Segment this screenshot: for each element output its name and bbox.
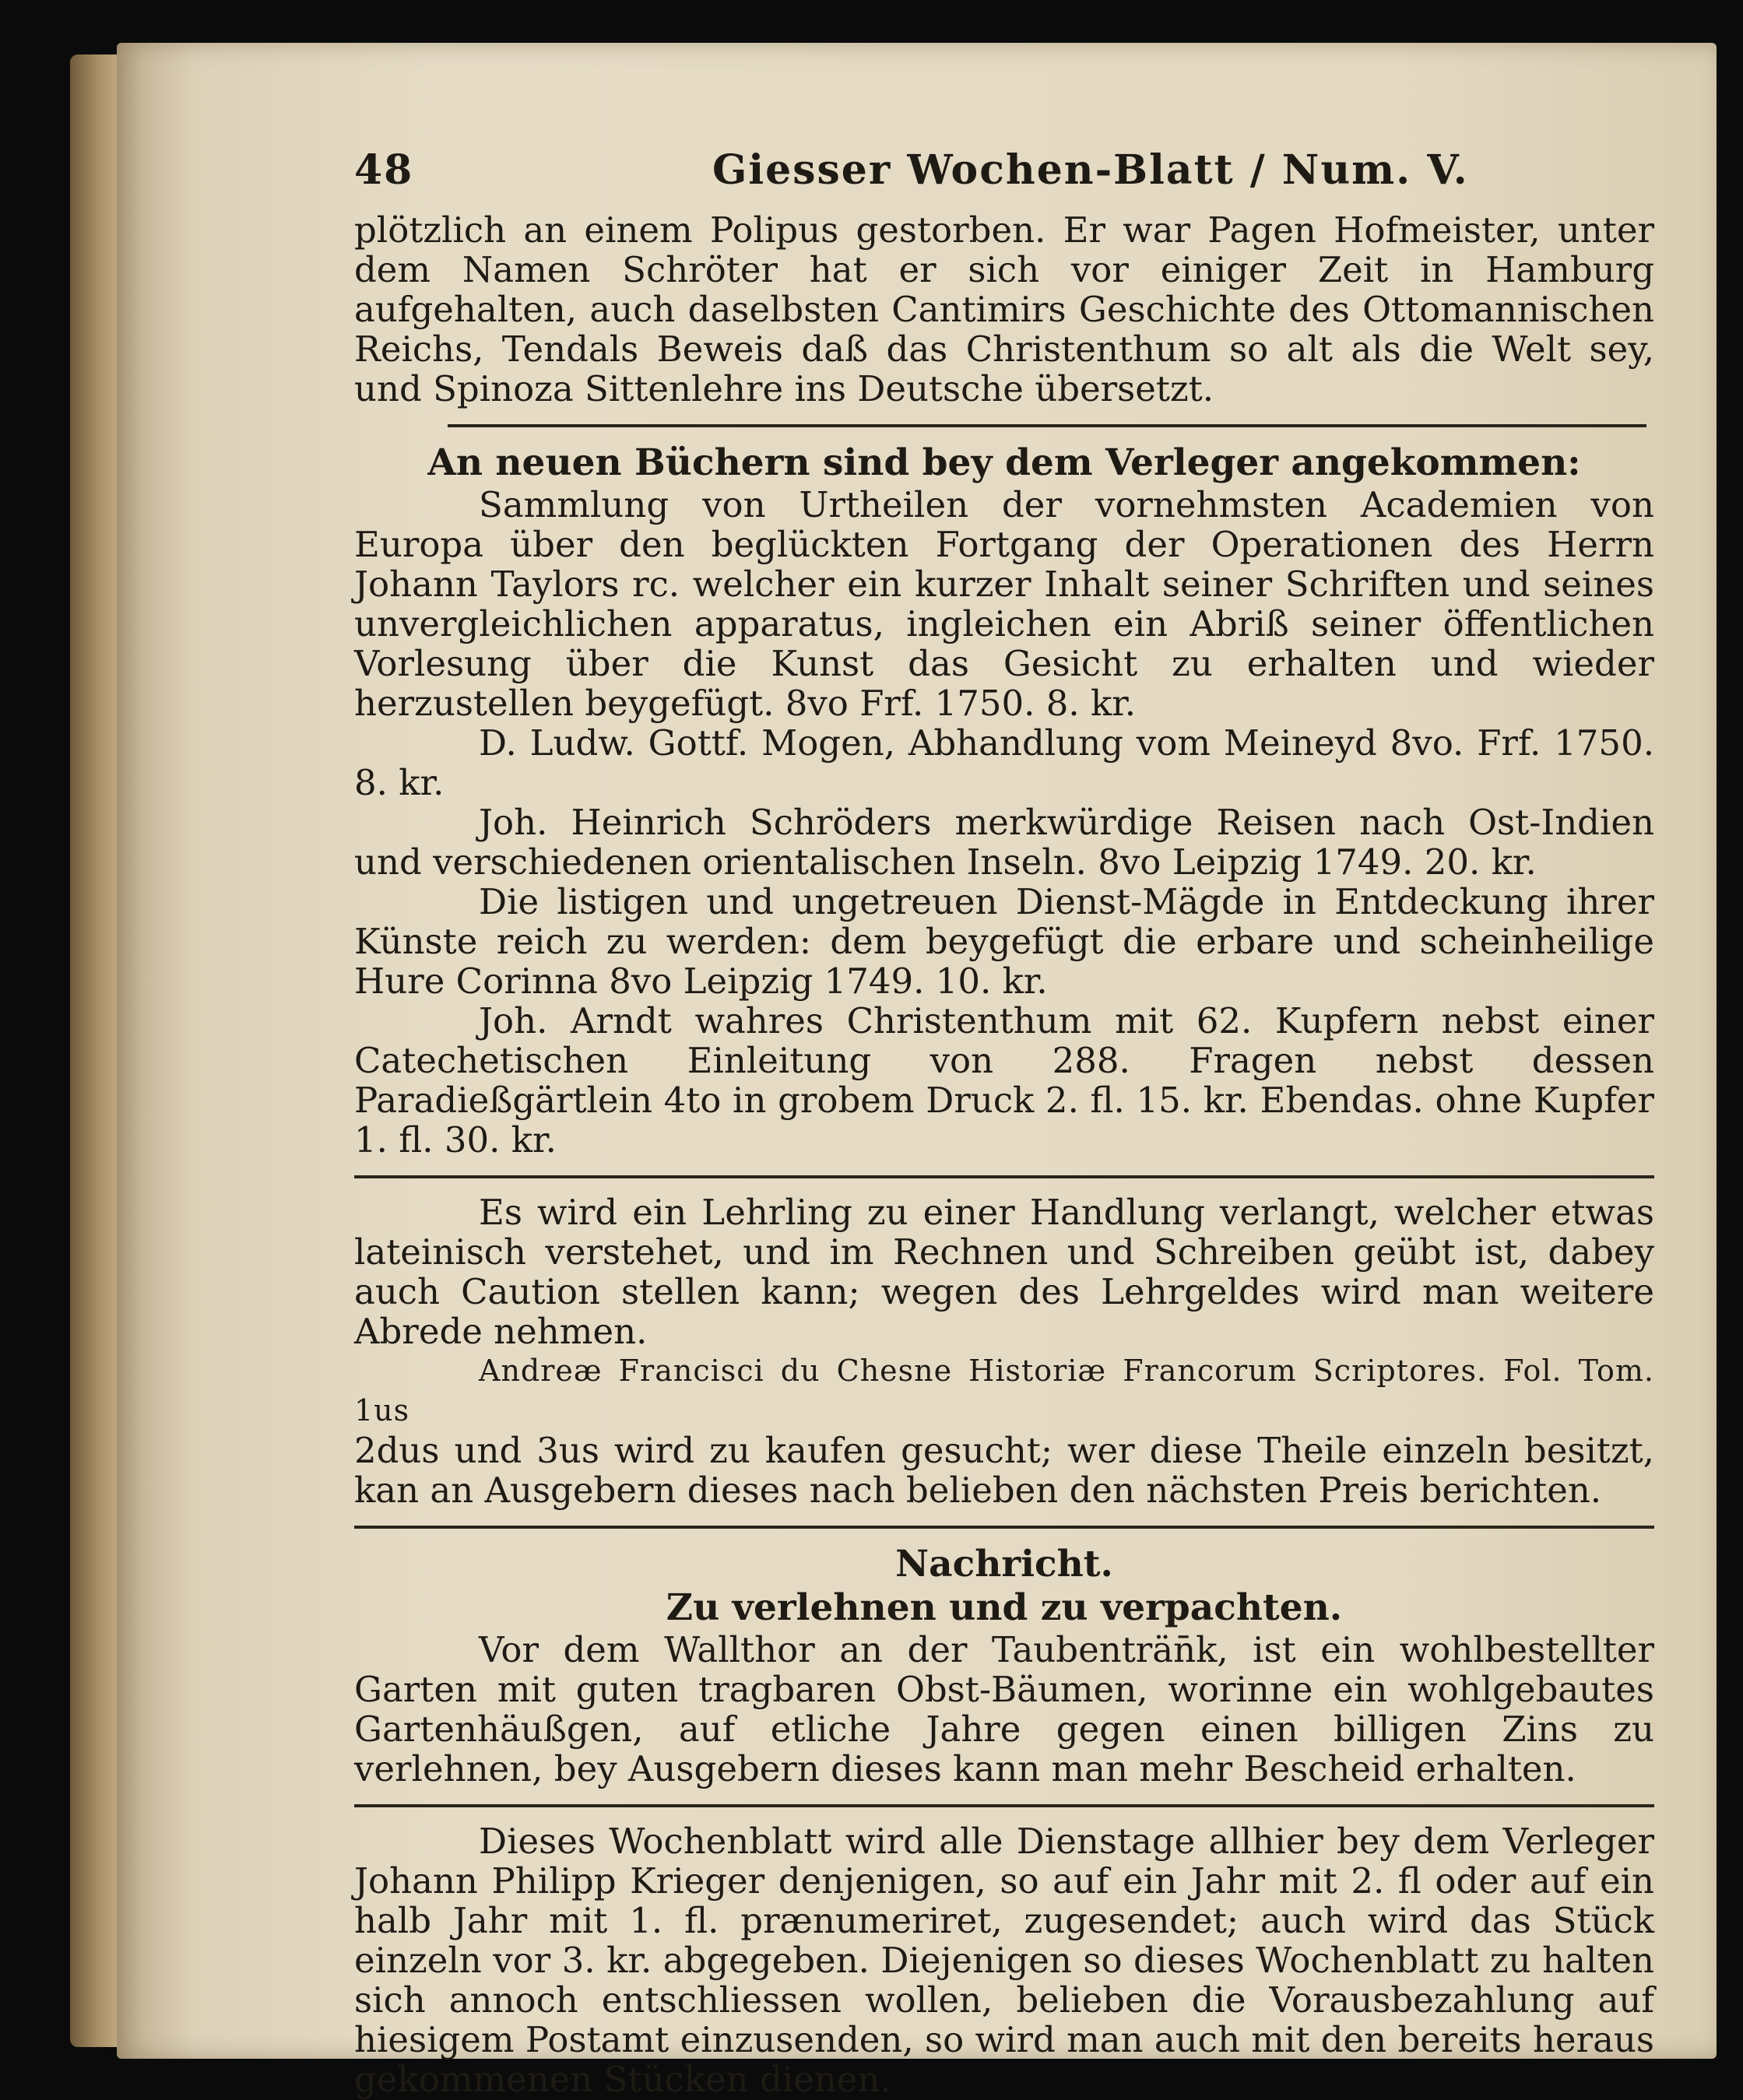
section-divider: [448, 424, 1646, 427]
nachricht-subheading: Zu verlehnen und zu verpachten.: [666, 1586, 1343, 1629]
section-divider: [354, 1526, 1654, 1529]
page-number: 48: [354, 146, 414, 194]
intro-paragraph: plötzlich an einem Polipus gestorben. Er war Pagen Hofmeister, unter dem Namen Schröter hat er sich vor einiger Zeit in Hamburg aufgehalten, auch daselbsten Cantimirs Geschichte des Ottomannischen Reichs, Tendals Beweis daß das Christenthum so alt als die Welt sey, und Spinoza Sittenlehre ins Deutsche übersetzt.: [354, 209, 1654, 409]
page-header: [253, 140, 1654, 210]
book-entry-5: Joh. Arndt wahres Christenthum mit 62. Kupfern nebst einer Catechetischen Einleitung von 288. Fragen nebst dessen Paradießgärtlein 4to in grobem Druck 2. fl. 15. kr. Ebendas. ohne Kupfer 1. fl. 30. kr.: [354, 1000, 1654, 1161]
wanted-book-notice: 2dus und 3us wird zu kaufen gesucht; wer diese Theile einzeln besitzt, kan an Ausgebern dieses nach belieben den nächsten Preis berichten.: [354, 1430, 1654, 1511]
text-column: [354, 210, 1654, 2099]
book-entry-3: Joh. Heinrich Schröders merkwürdige Reisen nach Ost-Indien und verschiedenen orientalischen Inseln. 8vo Leipzig 1749. 20. kr.: [354, 802, 1654, 883]
apprentice-notice: Es wird ein Lehrling zu einer Handlung verlangt, welcher etwas lateinisch verstehet, und im Rechnen und Schreiben geübt ist, dabey auch Caution stellen kann; wegen des Lehrgeldes wird man weitere Abrede nehmen.: [354, 1192, 1654, 1352]
garden-notice: Vor dem Wallthor an der Taubenträn̄k, ist ein wohlbestellter Garten mit guten tragbaren Obst-Bäumen, worinne ein wohlgebautes Gartenhäußgen, auf etliche Jahre gegen einen billigen Zins zu verlehnen, bey Ausgebern dieses kann man mehr Bescheid erhalten.: [354, 1629, 1654, 1789]
section-divider: [354, 1175, 1654, 1178]
section-divider: [354, 1804, 1654, 1807]
subscription-notice: Dieses Wochenblatt wird alle Dienstage allhier bey dem Verleger Johann Philipp Krieger denjenigen, so auf ein Jahr mit 2. fl oder auf ein halb Jahr mit 1. fl. prænumeriret, zugesendet; auch wird das Stück einzeln vor 3. kr. abgegeben. Diejenigen so dieses Wochenblatt zu halten sich annoch entschliessen wollen, belieben die Vorausbezahlung auf hiesigem Postamt einzusenden, so wird man auch mit den bereits heraus gekommenen Stücken dienen.: [354, 1821, 1654, 2100]
nachricht-heading: Nachricht.: [895, 1543, 1113, 1586]
book-entry-2: D. Ludw. Gottf. Mogen, Abhandlung vom Meineyd 8vo. Frf. 1750. 8. kr.: [354, 722, 1654, 803]
book-entry-1: Sammlung von Urtheilen der vornehmsten Academien von Europa über den beglückten Fortgang der Operationen des Herrn Johann Taylors rc. welcher ein kurzer Inhalt seiner Schriften und seines unvergleichlichen apparatus, ingleichen ein Abriß seiner öffentlichen Vorlesung über die Kunst das Gesicht zu erhalten und wieder herzustellen beygefügt. 8vo Frf. 1750. 8. kr.: [354, 484, 1654, 724]
books-heading: An neuen Büchern sind bey dem Verleger angekommen:: [427, 441, 1581, 484]
book-entry-4: Die listigen und ungetreuen Dienst-Mägde in Entdeckung ihrer Künste reich zu werden: dem beygefügt die erbare und scheinheilige Hure Corinna 8vo Leipzig 1749. 10. kr.: [354, 881, 1654, 1002]
running-title: Giesser Wochen-Blatt / Num. V.: [712, 146, 1469, 194]
wanted-book-title: Andreæ Francisci du Chesne Historiæ Francorum Scriptores. Fol. Tom. 1us: [354, 1354, 1654, 1428]
page-content: [253, 140, 1654, 2099]
